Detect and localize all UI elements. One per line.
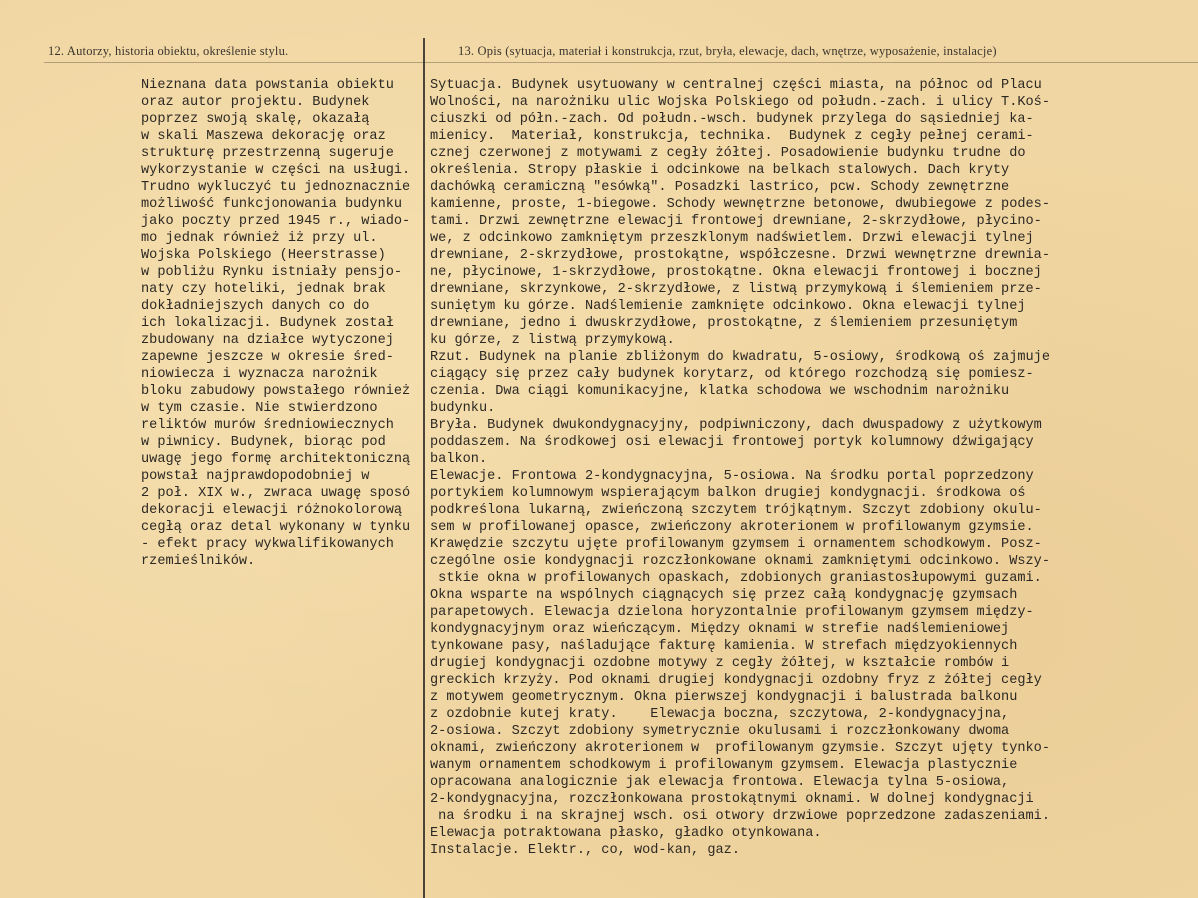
description-text-line: cznej czerwonej z motywami z cegły żółtej. Posadowienie budynku trudne do [430, 146, 1026, 161]
history-text-line: 2 poł. XIX w., zwraca uwagę sposó [141, 486, 411, 501]
column-divider [423, 38, 425, 898]
description-text-line: we, z odcinkowo zamkniętym przeszklonym nadświetlem. Drzwi elewacji tylnej [430, 231, 1034, 246]
history-text-line: powstał najprawdopodobniej w [141, 469, 370, 484]
description-text-line: budynku. [430, 401, 496, 416]
history-text-line: zapewne jeszcze w okresie śred- [141, 350, 394, 365]
history-text-line: poprzez swoją skalę, okazałą [141, 112, 370, 127]
history-text-line: dokładniejszych danych co do [141, 299, 370, 314]
description-text-line: na środku i na skrajnej wsch. osi otwory drzwiowe poprzedzone zadaszeniami. [430, 809, 1050, 824]
description-text-line: czególne osie kondygnacji rozczłonkowane oknami zamkniętymi odcinkowo. Wszy- [430, 554, 1050, 569]
history-text-line: mo jednak również iż przy ul. [141, 231, 378, 246]
history-text-line: możliwość funkcjonowania budynku [141, 197, 403, 212]
description-text-line: sem w profilowanej opasce, zwieńczony akroterionem w profilowanym gzymsie. [430, 520, 1034, 535]
history-text-line: w piwnicy. Budynek, biorąc pod [141, 435, 386, 450]
description-text-line: tynkowane pasy, naśladujące fakturę kamienia. W strefach międzyokiennych [430, 639, 1018, 654]
description-text-line: drewniane, 2-skrzydłowe, prostokątne, współczesne. Drzwi wewnętrzne drewnia- [430, 248, 1050, 263]
description-text-line: Sytuacja. Budynek usytuowany w centralnej części miasta, na północ od Placu [430, 78, 1042, 93]
description-text-line: stkie okna w profilowanych opaskach, zdobionych graniastosłupowymi guzami. [430, 571, 1042, 586]
history-text-line: uwagę jego formę architektoniczną [141, 452, 411, 467]
description-text-line: drewniane, skrzynkowe, 2-skrzydłowe, z listwą przymykową i ślemieniem prze- [430, 282, 1042, 297]
description-text-line: Elewacje. Frontowa 2-kondygnacyjna, 5-osiowa. Na środku portal poprzedzony [430, 469, 1034, 484]
description-text-line: wanym ornamentem schodkowym i profilowanym gzymsem. Elewacja plastycznie [430, 758, 1018, 773]
description-text-line: Elewacja potraktowana płasko, gładko otynkowana. [430, 826, 822, 841]
history-text-line: cegłą oraz detal wykonany w tynku [141, 520, 411, 535]
history-text-line: oraz autor projektu. Budynek [141, 95, 370, 110]
history-text-line: naty czy hoteliki, jednak brak [141, 282, 386, 297]
description-text-line: z ozdobnie kutej kraty. Elewacja boczna, szczytowa, 2-kondygnacyjna, [430, 707, 1010, 722]
description-text-block [430, 77, 1050, 859]
description-text-line: 2-kondygnacyjna, rozczłonkowana prostokątnymi oknami. W dolnej kondygnacji [430, 792, 1034, 807]
history-text-line: strukturę przestrzenną sugeruje [141, 146, 394, 161]
history-text-line: reliktów murów średniowiecznych [141, 418, 394, 433]
description-text-line: Rzut. Budynek na planie zbliżonym do kwadratu, 5-osiowy, środkową oś zajmuje [430, 350, 1050, 365]
description-text-line: balkon. [430, 452, 488, 467]
description-text-line: ciągący się przez cały budynek korytarz, od którego rozchodzą się pomiesz- [430, 367, 1034, 382]
history-text-line: Wojska Polskiego (Heerstrasse) [141, 248, 386, 263]
description-text-line: parapetowych. Elewacja dzielona horyzontalnie profilowanym gzymsem między- [430, 605, 1034, 620]
description-text-line: kamienne, proste, 1-biegowe. Schody wewnętrzne betonowe, dwubiegowe z podes- [430, 197, 1050, 212]
description-text-line: Okna wsparte na wspólnych ciągnących się przez całą kondygnację gzymsach [430, 588, 1018, 603]
description-text-line: Instalacje. Elektr., co, wod-kan, gaz. [430, 843, 740, 858]
description-text-line: drugiej kondygnacji ozdobne motywy z cegły żółtej, w kształcie rombów i [430, 656, 1010, 671]
description-text-line: portykiem kolumnowym wspierającym balkon drugiej kondygnacji. środkowa oś [430, 486, 1026, 501]
history-text-block [141, 77, 410, 570]
description-text-line: Krawędzie szczytu ujęte profilowanym gzymsem i ornamentem schodkowym. Posz- [430, 537, 1042, 552]
history-text-line: zbudowany na działce wytyczonej [141, 333, 394, 348]
description-text-line: oknami, zwieńczony akroterionem w profilowanym gzymsie. Szczyt ujęty tynko- [430, 741, 1050, 756]
description-text-line: kondygnacyjnym oraz wieńczącym. Między oknami w strefie nadślemieniowej [430, 622, 1010, 637]
history-text-line: dekoracji elewacji różnokolorową [141, 503, 403, 518]
description-text-line: Bryła. Budynek dwukondygnacyjny, podpiwniczony, dach dwuspadowy z użytkowym [430, 418, 1042, 433]
description-text-line: określenia. Stropy płaskie i odcinkowe na belkach stalowych. Dach kryty [430, 163, 1010, 178]
description-text-line: z motywem geometrycznym. Okna pierwszej kondygnacji i balustrada balkonu [430, 690, 1018, 705]
history-text-line: bloku zabudowy powstałego również [141, 384, 411, 399]
description-text-line: drewniane, jedno i dwuskrzydłowe, prostokątne, z ślemieniem przesuniętym [430, 316, 1018, 331]
description-text-line: podkreślona lukarną, zwieńczoną szczytem trójkątnym. Szczyt zdobiony okulu- [430, 503, 1042, 518]
description-text-line: 2-osiowa. Szczyt zdobiony symetrycznie okulusami i rozczłonkowany dwoma [430, 724, 1010, 739]
description-text-line: suniętym ku górze. Nadślemienie zamknięte odcinkowo. Okna elewacji tylnej [430, 299, 1026, 314]
description-text-line: opracowana analogicznie jak elewacja frontowa. Elewacja tylna 5-osiowa, [430, 775, 1010, 790]
header-rule [44, 62, 1198, 63]
history-text-line: w pobliżu Rynku istniały pensjo- [141, 265, 403, 280]
history-text-line: ich lokalizacji. Budynek został [141, 316, 394, 331]
section-13-heading: 13. Opis (sytuacja, materiał i konstrukcja, rzut, bryła, elewacje, dach, wnętrze, wyposażenie, instalacje) [458, 44, 997, 58]
history-text-line: rzemieślników. [141, 554, 256, 569]
history-text-line: niowiecza i wyznacza narożnik [141, 367, 378, 382]
history-text-line: w tym czasie. Nie stwierdzono [141, 401, 378, 416]
history-text-line: Nieznana data powstania obiektu [141, 78, 394, 93]
description-text-line: ku górze, z listwą przymykową. [430, 333, 675, 348]
description-text-line: mienicy. Materiał, konstrukcja, technika. Budynek z cegły pełnej cerami- [430, 129, 1034, 144]
description-text-line: dachówką ceramiczną "esówką". Posadzki lastrico, pcw. Schody zewnętrzne [430, 180, 1010, 195]
description-text-line: greckich krzyży. Pod oknami drugiej kondygnacji ozdobny fryz z żółtej cegły [430, 673, 1042, 688]
description-text-line: czenia. Dwa ciągi komunikacyjne, klatka schodowa we wschodnim narożniku [430, 384, 1010, 399]
history-text-line: w skali Maszewa dekorację oraz [141, 129, 386, 144]
description-text-line: ne, płycinowe, 1-skrzydłowe, prostokątne. Okna elewacji frontowej i bocznej [430, 265, 1042, 280]
history-text-line: Trudno wykluczyć tu jednoznacznie [141, 180, 411, 195]
history-text-line: - efekt pracy wykwalifikowanych [141, 537, 394, 552]
description-text-line: Wolności, na narożniku ulic Wojska Polskiego od połudn.-zach. i ulicy T.Koś- [430, 95, 1050, 110]
description-text-line: ciuszki od półn.-zach. Od połudn.-wsch. budynek przylega do sąsiedniej ka- [430, 112, 1034, 127]
section-12-heading: 12. Autorzy, historia obiektu, określenie stylu. [48, 44, 289, 58]
history-text-line: wykorzystanie w części na usługi. [141, 163, 411, 178]
description-text-line: poddaszem. Na środkowej osi elewacji frontowej portyk kolumnowy dźwigający [430, 435, 1034, 450]
history-text-line: jako poczty przed 1945 r., wiado- [141, 214, 411, 229]
description-text-line: tami. Drzwi zewnętrzne elewacji frontowej drewniane, 2-skrzydłowe, płycino- [430, 214, 1042, 229]
